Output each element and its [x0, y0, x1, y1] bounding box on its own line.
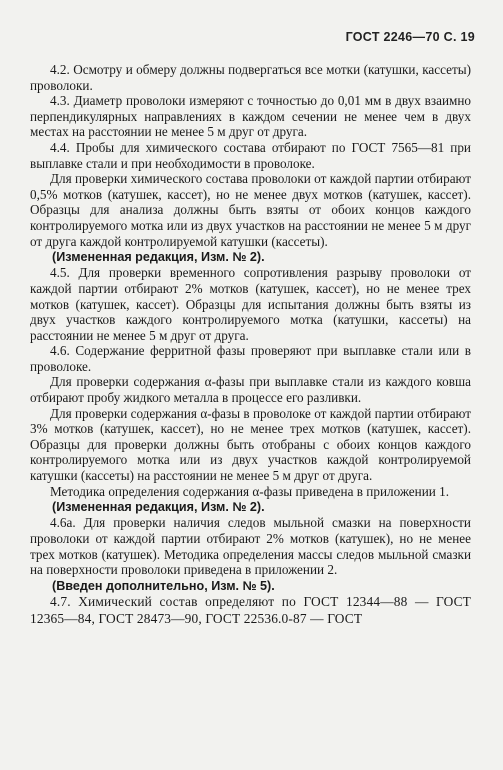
- paragraph-chemical-check: Для проверки химического состава проволоки от каждой партии отбирают 0,5% мотков (катушек, кассет), но не менее двух мотков (катушек, кассет). Образцы для анализа должны быть взяты от обоих концов каждого контролируемого мотка или из двух участков на расстоянии не менее 5 м друг от друга каждой контролируемой катушки (кассеты).: [30, 171, 471, 249]
- paragraph-4-6a: 4.6а. Для проверки наличия следов мыльной смазки на поверхности проволоки от каждой партии отбирают 2% мотков (катушек), но не менее трех мотков (катушек). Методика определения массы следов мыльной смазки на поверхности проволоки приведена в приложении 2.: [30, 515, 471, 578]
- paragraph-method-reference: Методика определения содержания α-фазы приведена в приложении 1.: [50, 483, 449, 499]
- paragraph-4-4: 4.4. Пробы для химического состава отбирают по ГОСТ 7565—81 при выплавке стали и при необходимости в проволоке.: [30, 139, 471, 171]
- amendment-note: (Измененная редакция, Изм. № 2).: [52, 250, 265, 265]
- paragraph-alpha-phase-melt: Для проверки содержания α-фазы при выплавке стали из каждого ковша отбирают пробу жидкого металла в процессе его разливки.: [30, 374, 471, 406]
- paragraph-4-6: 4.6. Содержание ферритной фазы проверяют при выплавке стали или в проволоке.: [30, 343, 471, 374]
- paragraph-4-7: 4.7. Химический состав определяют по ГОСТ 12344—88 — ГОСТ 12365—84, ГОСТ 28473—90, ГОСТ 22536.0-87 — ГОСТ: [30, 594, 471, 626]
- paragraph-4-5: 4.5. Для проверки временного сопротивления разрыву проволоки от каждой партии отбирают 2% мотков (катушек, кассет), но не менее трех мотков (катушек, кассет). Образцы для испытания должны быть взяты из двух участков каждого контролируемого мотка (катушки, кассеты) на расстоянии не менее 5 м друг от друга.: [30, 265, 471, 343]
- paragraph-alpha-phase-wire: Для проверки содержания α-фазы в проволоке от каждой партии отбирают 3% мотков (катушек, кассет), но не менее трех мотков (катушек, кассет). Образцы для проверки должны быть отобраны с обоих концов каждого контролируемого мотка или из двух участков каждой контролируемой катушки (кассеты) на расстоянии не менее 5 м друг от друга.: [30, 405, 471, 484]
- amendment-note: (Измененная редакция, Изм. № 2).: [52, 500, 265, 515]
- amendment-note: (Введен дополнительно, Изм. № 5).: [52, 578, 275, 593]
- paragraph-4-3: 4.3. Диаметр проволоки измеряют с точностью до 0,01 мм в двух взаимно перпендикулярных направлениях в каждом сечении не менее чем в двух местах на расстоянии не менее 5 м друг от друга.: [30, 93, 471, 140]
- paragraph-4-2: 4.2. Осмотру и обмеру должны подвергаться все мотки (катушки, кассеты) проволоки.: [30, 62, 471, 93]
- document-body: [30, 62, 471, 627]
- page-header: ГОСТ 2246—70 С. 19: [345, 30, 475, 44]
